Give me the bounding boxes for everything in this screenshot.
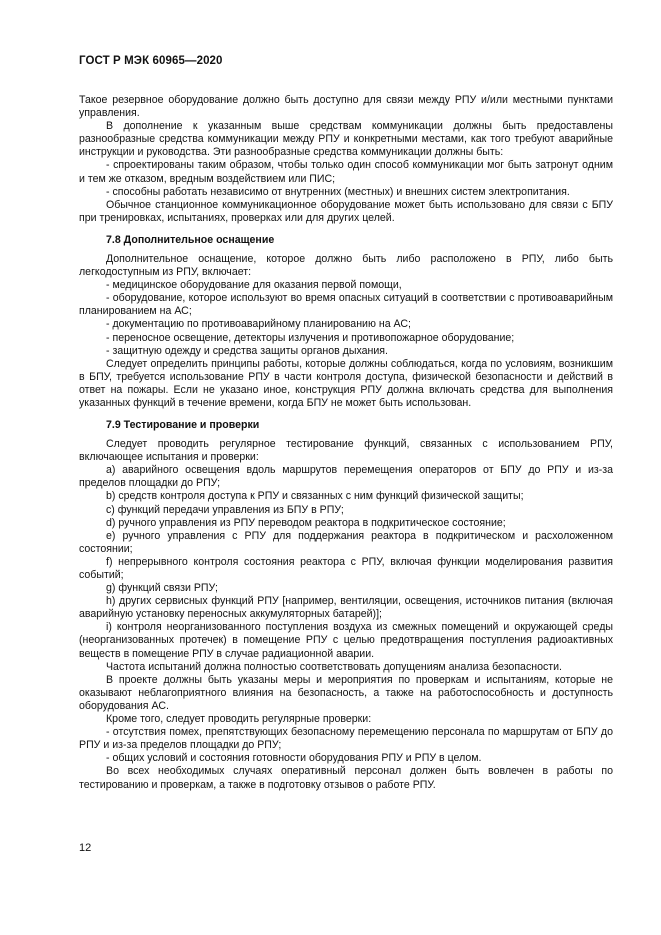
paragraph: Обычное станционное коммуникационное оборудование может быть использовано для связи с БПУ при тренировках, испытаниях, проверках или для других целей. <box>79 198 613 224</box>
list-item: - оборудование, которое используют во время опасных ситуаций в соответствии с противоаварийным планированием на АС; <box>79 292 613 318</box>
list-item: h) других сервисных функций РПУ [например, вентиляции, освещения, источников питания (включая аварийную установку переносных аккумуляторных батарей)]; <box>79 595 613 621</box>
list-item: e) ручного управления с РПУ для поддержания реактора в подкритическом и расхоложенном состоянии; <box>79 529 613 555</box>
document-body <box>79 94 613 792</box>
list-item: b) средств контроля доступа к РПУ и связанных с ним функций физической защиты; <box>106 490 524 503</box>
list-item: - отсутствия помех, препятствующих безопасному перемещению персонала по маршрутам от БПУ до РПУ и из-за пределов площадки до РПУ; <box>79 726 613 752</box>
paragraph: Во всех необходимых случаях оперативный персонал должен быть вовлечен в работы по тестированию и проверкам, а также в подготовку отзывов о работе РПУ. <box>79 765 613 791</box>
paragraph: Такое резервное оборудование должно быть доступно для связи между РПУ и/или местными пунктами управления. <box>79 94 613 120</box>
paragraph: Дополнительное оснащение, которое должно быть либо расположено в РПУ, либо быть легкодоступным из РПУ, включает: <box>79 252 613 279</box>
list-item: c) функций передачи управления из БПУ в РПУ; <box>106 503 344 516</box>
list-item: - общих условий и состояния готовности оборудования РПУ и РПУ в целом. <box>106 752 482 765</box>
list-item: - защитную одежду и средства защиты органов дыхания. <box>106 344 388 357</box>
list-item: - переносное освещение, детекторы излучения и противопожарное оборудование; <box>106 331 515 344</box>
paragraph: Частота испытаний должна полностью соответствовать допущениям анализа безопасности. <box>106 660 562 673</box>
paragraph: Кроме того, следует проводить регулярные проверки: <box>106 713 372 726</box>
list-item: d) ручного управления из РПУ переводом реактора в подкритическое состояние; <box>106 516 506 529</box>
list-item: - способны работать независимо от внутренних (местных) и внешних систем электропитания. <box>106 185 570 198</box>
section-heading-7-8: 7.8 Дополнительное оснащение <box>106 233 275 246</box>
list-item: a) аварийного освещения вдоль маршрутов перемещения операторов от БПУ до РПУ и из-за пределов площадки до РПУ; <box>79 464 613 490</box>
paragraph: Следует проводить регулярное тестирование функций, связанных с использованием РПУ, включающее испытания и проверки: <box>79 438 613 464</box>
list-item: f) непрерывного контроля состояния реактора с РПУ, включая функции моделирования развития событий; <box>79 555 613 581</box>
list-item: - медицинское оборудование для оказания первой помощи, <box>106 279 402 292</box>
page-number: 12 <box>79 842 92 854</box>
list-item: - документацию по противоаварийному планированию на АС; <box>106 318 411 331</box>
paragraph: Следует определить принципы работы, которые должны соблюдаться, когда по условиям, возникшим в БПУ, требуется использование РПУ в части контроля доступа, физической безопасности и действий в ответ на пожары. Если не указано иное, конструкция РПУ должна включать средства для выполнения указанных функций в течение времени, когда БПУ не может быть использован. <box>79 357 613 409</box>
list-item: i) контроля неорганизованного поступления воздуха из смежных помещений и окружающей среды (неорганизованных протечек) в помещение РПУ с целью предотвращения поступления радиоактивных веществ в помещение РПУ в случае радиационной аварии. <box>79 621 613 660</box>
document-header: ГОСТ Р МЭК 60965—2020 <box>79 55 223 67</box>
list-item: g) функций связи РПУ; <box>106 582 218 595</box>
paragraph: В дополнение к указанным выше средствам коммуникации должны быть предоставлены разнообразные средства коммуникации между РПУ и конкретными местами, как того требуют аварийные инструкции и руководства. Эти разнообразные средства коммуникации должны быть: <box>79 120 613 159</box>
list-item: - спроектированы таким образом, чтобы только один способ коммуникации мог быть затронут одним и тем же отказом, вредным воздействием или ПИС; <box>79 159 613 185</box>
section-heading-7-9: 7.9 Тестирование и проверки <box>106 419 260 432</box>
paragraph: В проекте должны быть указаны меры и мероприятия по проверкам и испытаниям, которые не оказывают неблагоприятного влияния на безопасность, а также на работоспособность и доступность оборудования АС. <box>79 673 613 712</box>
